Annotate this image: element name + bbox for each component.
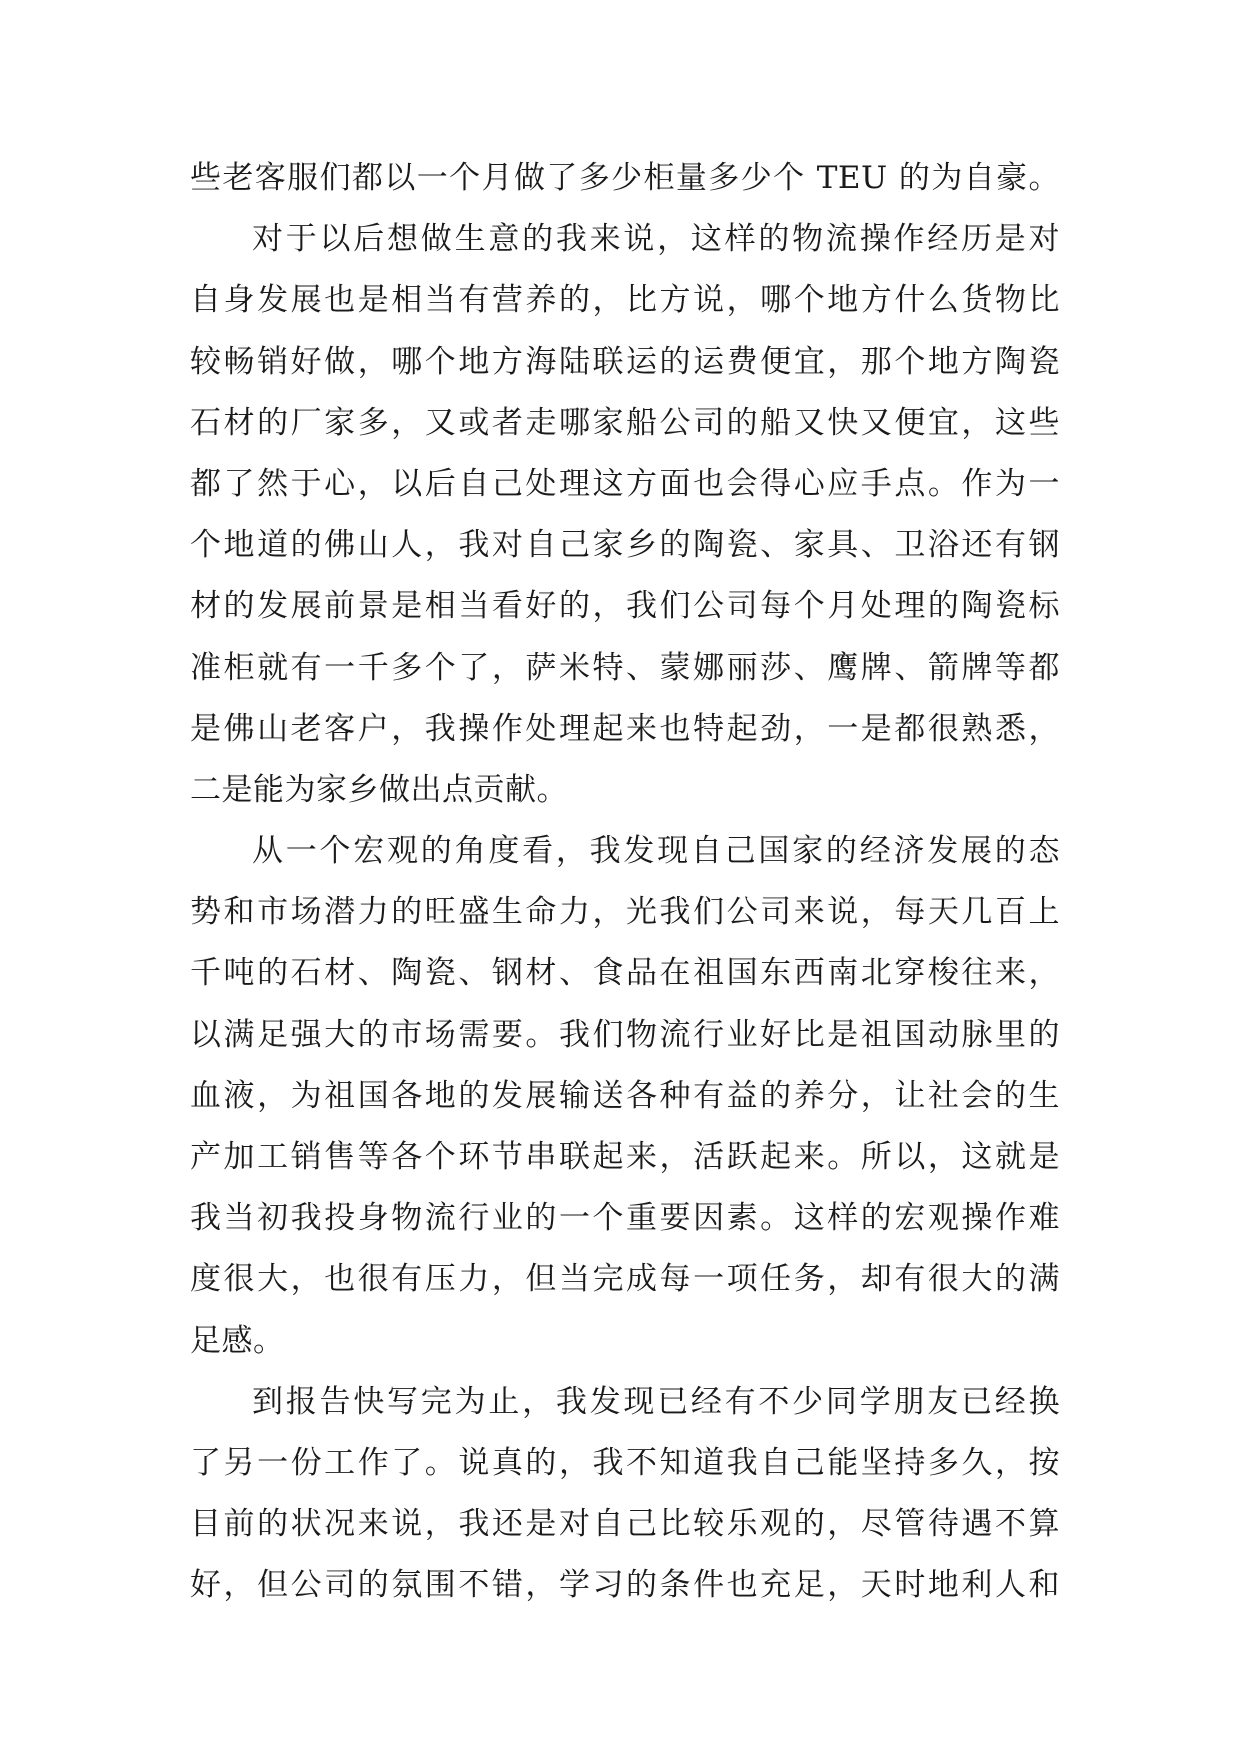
text-line: 对于以后想做生意的我来说，这样的物流操作经历是对 [252, 221, 1060, 258]
text-line: 些老客服们都以一个月做了多少柜量多少个 TEU 的为自豪。 [190, 160, 1060, 196]
text-line: 到报告快写完为止，我发现已经有不少同学朋友已经换 [252, 1383, 1060, 1420]
text-line: 较畅销好做，哪个地方海陆联运的运费便宜，那个地方陶瓷 [190, 343, 1060, 380]
text-line: 度很大，也很有压力，但当完成每一项任务，却有很大的满 [190, 1261, 1060, 1298]
paragraph [190, 821, 1060, 1372]
text-line: 都了然于心，以后自己处理这方面也会得心应手点。作为一 [190, 465, 1060, 502]
text-line: 二是能为家乡做出点贡献。 [190, 771, 568, 808]
text-line: 目前的状况来说，我还是对自己比较乐观的，尽管待遇不算 [190, 1506, 1060, 1543]
document-body [190, 148, 1060, 1617]
text-line: 产加工销售等各个环节串联起来，活跃起来。所以，这就是 [190, 1139, 1060, 1175]
text-line: 从一个宏观的角度看，我发现自己国家的经济发展的态 [252, 833, 1060, 870]
text-line: 准柜就有一千多个了，萨米特、蒙娜丽莎、鹰牌、箭牌等都 [190, 649, 1060, 686]
text-line: 是佛山老客户，我操作处理起来也特起劲，一是都很熟悉， [190, 710, 1060, 747]
text-line: 势和市场潜力的旺盛生命力，光我们公司来说，每天几百上 [190, 894, 1060, 931]
text-line: 血液，为祖国各地的发展输送各种有益的养分，让社会的生 [190, 1077, 1060, 1114]
text-line: 千吨的石材、陶瓷、钢材、食品在祖国东西南北穿梭往来， [190, 955, 1060, 992]
paragraph [190, 1372, 1060, 1617]
paragraph [190, 148, 1060, 209]
text-line: 个地道的佛山人，我对自己家乡的陶瓷、家具、卫浴还有钢 [190, 527, 1060, 564]
text-line: 材的发展前景是相当看好的，我们公司每个月处理的陶瓷标 [190, 588, 1060, 625]
text-line: 我当初我投身物流行业的一个重要因素。这样的宏观操作难 [190, 1200, 1060, 1237]
text-line: 石材的厂家多，又或者走哪家船公司的船又快又便宜，这些 [190, 404, 1060, 441]
text-line: 以满足强大的市场需要。我们物流行业好比是祖国动脉里的 [190, 1016, 1060, 1053]
text-line: 足感。 [190, 1322, 285, 1359]
text-line: 自身发展也是相当有营养的，比方说，哪个地方什么货物比 [190, 282, 1060, 319]
text-line: 了另一份工作了。说真的，我不知道我自己能坚持多久，按 [190, 1444, 1060, 1481]
text-line: 好，但公司的氛围不错，学习的条件也充足，天时地利人和 [190, 1567, 1060, 1604]
paragraph [190, 209, 1060, 821]
